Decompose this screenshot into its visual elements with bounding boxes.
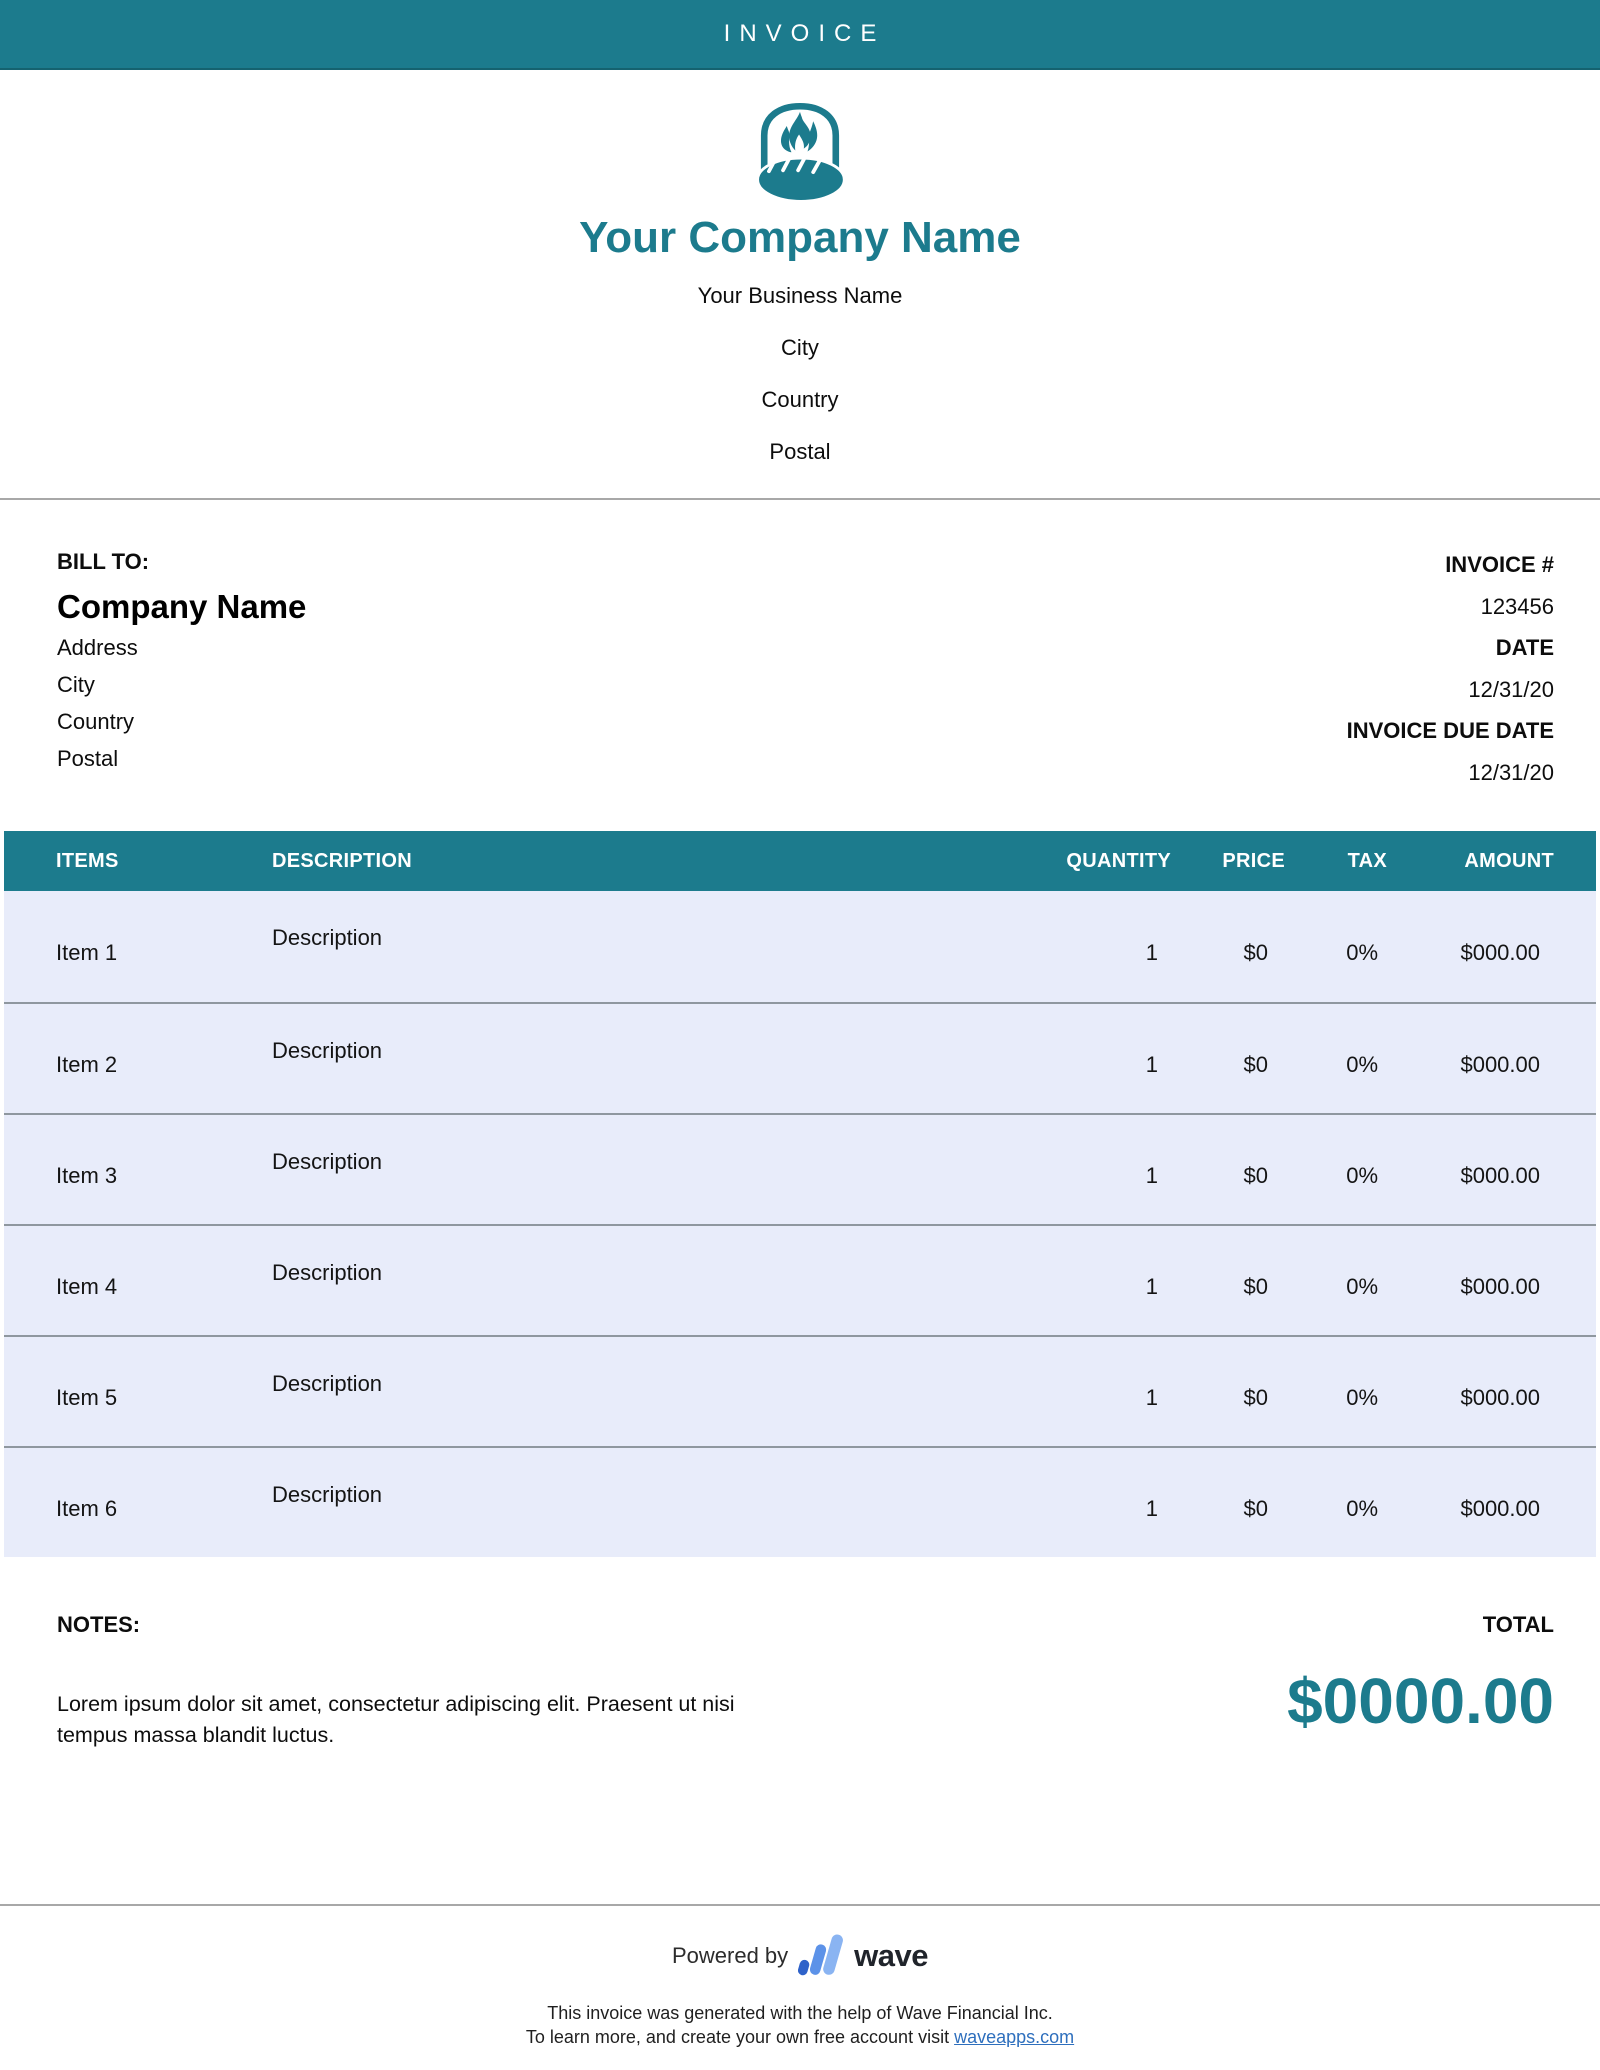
- summary-section: [0, 1557, 1600, 1751]
- footer-line1: This invoice was generated with the help of Wave Financial Inc.: [547, 2003, 1053, 2023]
- wave-wordmark: wave: [854, 1938, 929, 1973]
- company-logo-icon: [750, 94, 850, 207]
- col-header-amount: AMOUNT: [1464, 849, 1554, 872]
- powered-by-text: Powered by: [671, 1943, 789, 1968]
- cell-amount: $000.00: [1460, 1495, 1540, 1521]
- bill-to-label: BILL TO:: [57, 549, 150, 574]
- cell-quantity: 1: [1145, 1384, 1158, 1410]
- cell-quantity: 1: [1145, 939, 1158, 965]
- cell-tax: 0%: [1346, 1162, 1378, 1188]
- col-header-tax: TAX: [1347, 849, 1387, 872]
- col-header-description: DESCRIPTION: [272, 849, 412, 872]
- total-block: [1287, 1611, 1554, 1751]
- invoice-number-label: INVOICE #: [1445, 552, 1554, 577]
- cell-item: Item 3: [56, 1162, 118, 1188]
- col-header-items: ITEMS: [56, 849, 119, 872]
- table-row: [4, 1335, 1596, 1446]
- invoice-due-date-label: INVOICE DUE DATE: [1346, 718, 1554, 743]
- cell-quantity: 1: [1145, 1162, 1158, 1188]
- company-business-name: Your Business Name: [697, 283, 903, 308]
- cell-amount: $000.00: [1460, 1273, 1540, 1299]
- footer: [0, 1933, 1600, 2049]
- cell-amount: $000.00: [1460, 1384, 1540, 1410]
- cell-price: $0: [1243, 1162, 1268, 1188]
- bill-to-block: [57, 547, 306, 793]
- cell-tax: 0%: [1346, 1384, 1378, 1410]
- cell-description: Description: [272, 1149, 383, 1174]
- invoice-title: INVOICE: [723, 20, 886, 47]
- wave-logo-icon: [798, 1933, 844, 1979]
- invoice-date: 12/31/20: [1468, 676, 1554, 702]
- powered-by: [0, 1933, 1600, 1979]
- cell-tax: 0%: [1346, 939, 1378, 965]
- cell-price: $0: [1243, 1384, 1268, 1410]
- bill-to-postal: Postal: [57, 746, 119, 771]
- invoice-banner: [0, 0, 1600, 70]
- cell-description: Description: [272, 1482, 383, 1507]
- invoice-due-date: 12/31/20: [1468, 759, 1554, 785]
- cell-item: Item 4: [56, 1273, 118, 1299]
- table-row: [4, 1002, 1596, 1113]
- notes-block: [57, 1611, 777, 1751]
- table-row: [4, 1113, 1596, 1224]
- cell-price: $0: [1243, 1051, 1268, 1077]
- cell-amount: $000.00: [1460, 1162, 1540, 1188]
- cell-tax: 0%: [1346, 1495, 1378, 1521]
- cell-tax: 0%: [1346, 1051, 1378, 1077]
- invoice-meta-block: [1347, 544, 1554, 793]
- company-name: Your Company Name: [579, 213, 1021, 262]
- table-row: [4, 891, 1596, 1002]
- cell-item: Item 2: [56, 1051, 118, 1077]
- cell-price: $0: [1243, 1495, 1268, 1521]
- col-header-quantity: QUANTITY: [1066, 849, 1171, 872]
- cell-item: Item 5: [56, 1384, 118, 1410]
- bill-to-country: Country: [57, 709, 135, 734]
- bill-to-company-name: Company Name: [57, 588, 307, 625]
- total-label: TOTAL: [1482, 1612, 1554, 1637]
- invoice-date-label: DATE: [1495, 635, 1554, 660]
- table-row: [4, 1446, 1596, 1557]
- company-country: Country: [761, 387, 839, 412]
- cell-description: Description: [272, 1371, 383, 1396]
- notes-text: Lorem ipsum dolor sit amet, consectetur adipiscing elit. Praesent ut nisi tempus massa blandit luctus.: [57, 1692, 735, 1747]
- billing-section: [0, 500, 1600, 793]
- waveapps-link[interactable]: waveapps.com: [954, 2027, 1075, 2047]
- cell-price: $0: [1243, 1273, 1268, 1299]
- cell-amount: $000.00: [1460, 939, 1540, 965]
- cell-item: Item 6: [56, 1495, 118, 1521]
- bill-to-city: City: [57, 672, 95, 697]
- cell-quantity: 1: [1145, 1495, 1158, 1521]
- col-header-price: PRICE: [1222, 849, 1285, 872]
- bill-to-address: Address: [57, 635, 138, 660]
- table-header-row: [4, 831, 1596, 891]
- cell-tax: 0%: [1346, 1273, 1378, 1299]
- table-row: [4, 1224, 1596, 1335]
- company-postal: Postal: [769, 439, 831, 464]
- cell-quantity: 1: [1145, 1051, 1158, 1077]
- items-table: [4, 831, 1596, 1557]
- footer-line2: [0, 2025, 1600, 2049]
- notes-label: NOTES:: [57, 1612, 141, 1637]
- total-amount: $0000.00: [1287, 1665, 1554, 1737]
- cell-price: $0: [1243, 939, 1268, 965]
- cell-amount: $000.00: [1460, 1051, 1540, 1077]
- cell-description: Description: [272, 1038, 383, 1063]
- footer-divider: [0, 1904, 1600, 1906]
- company-city: City: [781, 335, 819, 360]
- cell-quantity: 1: [1145, 1273, 1158, 1299]
- company-header: [0, 70, 1600, 478]
- invoice-number: 123456: [1480, 593, 1554, 619]
- cell-description: Description: [272, 925, 383, 950]
- cell-description: Description: [272, 1260, 383, 1285]
- cell-item: Item 1: [56, 939, 118, 965]
- footer-line2-text: To learn more, and create your own free account visit: [525, 2027, 955, 2047]
